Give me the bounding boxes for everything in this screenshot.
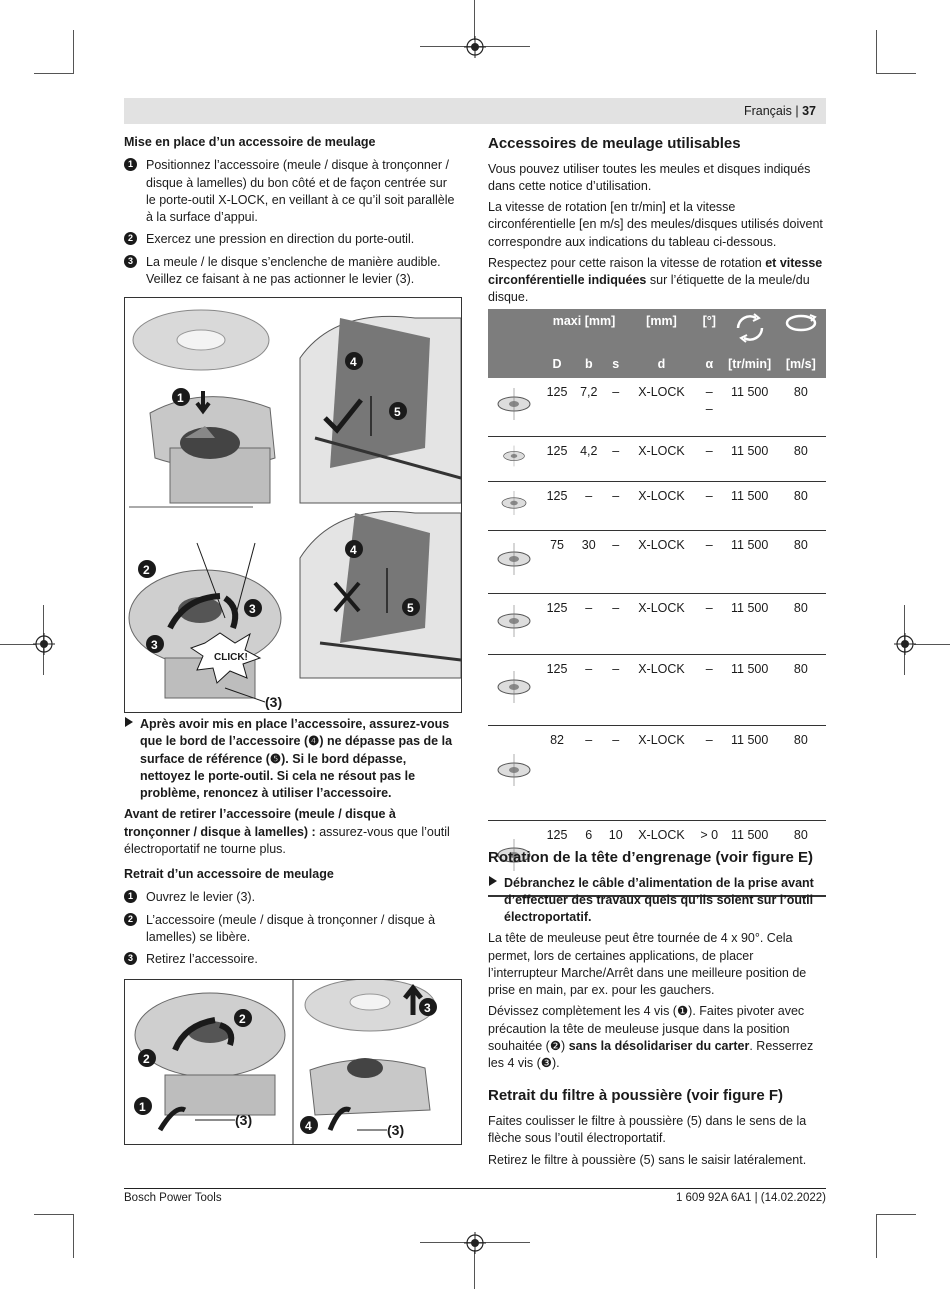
before-remove-text: assurez-vous que l’outil électroportatif ne tourne plus.	[124, 824, 450, 856]
crop-mark	[474, 0, 475, 40]
crop-mark	[73, 1214, 74, 1258]
table-cell: 4,2	[574, 436, 603, 481]
step-number: 1	[124, 890, 137, 903]
table-row	[488, 654, 826, 725]
table-cell: –	[695, 436, 724, 481]
accessory-diagram-icon	[488, 481, 540, 530]
page-number: 37	[802, 104, 816, 118]
table-cell: –	[574, 654, 603, 725]
crop-mark	[73, 30, 74, 74]
text-part: Respectez pour cette raison la vitesse de rotation	[488, 255, 766, 270]
accessory-diagram-icon	[488, 436, 540, 481]
table-cell: 30	[574, 530, 603, 593]
step-text: Ouvrez le levier (3).	[146, 890, 256, 905]
table-cell: 11 500	[724, 725, 776, 820]
table-cell: X-LOCK	[628, 820, 695, 896]
accessory-diagram-icon	[488, 725, 540, 820]
table-cell: 80	[776, 481, 826, 530]
text-part: . Resserrez les 4 vis (❸).	[488, 1038, 814, 1071]
crop-mark	[876, 30, 877, 74]
table-cell: 125	[540, 654, 574, 725]
table-cell: –	[695, 593, 724, 654]
accessory-diagram-icon	[488, 593, 540, 654]
column-header: [m/s]	[776, 352, 826, 377]
registration-mark-icon	[894, 633, 916, 655]
figure-label: 3	[151, 638, 158, 652]
step-text: Positionnez l’accessoire (meule / disque à tronçonner / disque à lamelles) du bon côté et de façon centrée sur le porte-outil X-LOCK, en veillant à ce qu’il soit parallèle à la surface d’appui.	[146, 158, 455, 224]
footer-divider	[124, 1188, 826, 1189]
table-cell: 80	[776, 820, 826, 896]
figure-label: 1	[177, 391, 184, 405]
crop-mark	[0, 644, 36, 645]
figure-label: 3	[424, 1001, 431, 1015]
column-header: D	[540, 352, 574, 377]
text-bold: sans la désolidariser du carter	[568, 1038, 750, 1053]
table-cell: 10	[603, 820, 628, 896]
figure-label: 2	[143, 563, 150, 577]
accessory-diagram-icon	[488, 378, 540, 437]
step-number: 2	[124, 232, 137, 245]
table-cell: 125	[540, 378, 574, 437]
figure-label: 4	[305, 1119, 312, 1133]
table-cell: 125	[540, 481, 574, 530]
lever-label: (3)	[387, 1122, 405, 1138]
table-cell: 11 500	[724, 481, 776, 530]
table-cell: 75	[540, 530, 574, 593]
text-part: sur l’étiquette de la meule/du disque.	[488, 273, 810, 305]
removal-illustration	[125, 980, 461, 1144]
table-cell: 80	[776, 436, 826, 481]
figure-label: 5	[407, 601, 414, 615]
removal-figure	[124, 979, 462, 1145]
warning-text: Après avoir mis en place l’accessoire, assurez-vous que le bord de l’accessoire (❹) ne dépasse pas de la surface de référence (❺). Si le bord dépasse, nettoyez le porte-outil. Si cela ne résout pas le problème, renoncez à utiliser l’accessoire.	[140, 717, 453, 800]
crop-mark	[474, 1250, 475, 1289]
mounting-illustration	[125, 298, 461, 712]
column-header: [tr/min]	[724, 352, 776, 377]
column-header: d	[628, 352, 695, 377]
table-cell: 6	[574, 820, 603, 896]
column-header: b	[574, 352, 603, 377]
table-cell: 7,2	[574, 378, 603, 437]
remove-step	[124, 889, 460, 906]
step-text: Retirez l’accessoire.	[146, 952, 258, 966]
figure-label: 3	[249, 602, 256, 616]
figure-label: 2	[143, 1052, 150, 1066]
mount-step	[124, 254, 460, 289]
mounting-figure	[124, 297, 462, 713]
table-cell: –	[695, 725, 724, 820]
table-cell: 11 500	[724, 436, 776, 481]
mount-step	[124, 157, 460, 226]
table-cell: 80	[776, 725, 826, 820]
left-column	[124, 134, 460, 293]
table-cell: –	[574, 481, 603, 530]
filter-paragraph: Retirez le filtre à poussière (5) sans le saisir latéralement.	[488, 1152, 807, 1167]
table-cell: –	[695, 530, 724, 593]
step-number: 1	[124, 158, 137, 171]
table-cell: –	[603, 481, 628, 530]
accessory-diagram-icon	[488, 654, 540, 725]
table-cell: –	[603, 378, 628, 437]
table-cell: 80	[776, 530, 826, 593]
rotation-paragraph: La tête de meuleuse peut être tournée de 4 x 90°. Cela permet, lors de certaines applications, de placer l’interrupteur Marche/Arrêt dans une meilleure position de prise en main, par ex. pour les gauchers.	[488, 931, 807, 998]
table-cell: 125	[540, 436, 574, 481]
crop-mark	[876, 1214, 877, 1258]
table-cell: –	[574, 593, 603, 654]
table-row	[488, 436, 826, 481]
table-cell: X-LOCK	[628, 593, 695, 654]
figure-label: 4	[350, 355, 357, 369]
step-text: Exercez une pression en direction du porte-outil.	[146, 232, 415, 247]
table-cell: –	[603, 593, 628, 654]
table-cell: 11 500	[724, 530, 776, 593]
table-cell: X-LOCK	[628, 436, 695, 481]
crop-mark	[34, 73, 74, 74]
figure-label: 4	[350, 543, 357, 557]
table-cell: X-LOCK	[628, 378, 695, 437]
lever-label: (3)	[235, 1112, 253, 1128]
table-cell: –	[603, 530, 628, 593]
table-cell: 82	[540, 725, 574, 820]
header-label: Français | 37	[743, 104, 816, 118]
table-row	[488, 378, 826, 437]
column-header: maxi [mm]	[540, 309, 628, 352]
registration-mark-icon	[464, 36, 486, 58]
crop-mark	[876, 1214, 916, 1215]
table-cell: X-LOCK	[628, 654, 695, 725]
remove-step	[124, 912, 460, 947]
filter-paragraph: Faites coulisser le filtre à poussière (5) dans le sens de la flèche sous l’outil électroportatif.	[488, 1114, 807, 1146]
header-language: Français	[743, 104, 792, 118]
column-header: s	[603, 352, 628, 377]
table-cell: 125	[540, 593, 574, 654]
table-cell: 80	[776, 378, 826, 437]
accessories-table	[488, 309, 826, 897]
left-column-lower	[124, 716, 460, 973]
table-cell: –	[695, 654, 724, 725]
remove-heading: Retrait d’un accessoire de meulage	[124, 867, 334, 881]
rotation-heading: Rotation de la tête d’engrenage (voir figure E)	[488, 849, 814, 866]
figure-label: 2	[239, 1012, 246, 1026]
text-bold: et vitesse circonférentielle indiquées	[488, 255, 823, 288]
before-remove-paragraph	[124, 806, 460, 858]
table-cell: 11 500	[724, 820, 776, 896]
table-row	[488, 530, 826, 593]
page-header	[124, 98, 826, 124]
registration-mark-icon	[464, 1232, 486, 1254]
accessories-paragraph: Vous pouvez utiliser toutes les meules et disques indiqués dans cette notice d’utilisation.	[488, 161, 811, 193]
warning-notice	[488, 875, 826, 927]
right-column-lower	[488, 848, 826, 1173]
table-row	[488, 725, 826, 820]
table-row	[488, 593, 826, 654]
registration-mark-icon	[33, 633, 55, 655]
column-header: [mm]	[628, 309, 695, 352]
table-cell: 80	[776, 654, 826, 725]
table-cell: –	[695, 481, 724, 530]
table-row	[488, 481, 826, 530]
figure-label: 1	[139, 1100, 146, 1114]
lever-label: (3)	[265, 694, 283, 710]
remove-step	[124, 951, 460, 968]
right-column	[488, 134, 826, 311]
table-header-row	[488, 352, 826, 377]
mount-step	[124, 231, 460, 248]
step-number: 3	[124, 255, 137, 268]
accessories-heading: Accessoires de meulage utilisables	[488, 135, 741, 152]
text-part: Dévissez complètement les 4 vis (❶). Faites pivoter avec précaution la tête de meuleuse jusque dans la position souhaitée (❷)	[488, 1004, 805, 1053]
step-number: 2	[124, 913, 137, 926]
table-cell: 11 500	[724, 654, 776, 725]
circumference-icon	[776, 309, 826, 352]
footer-docnumber: 1 609 92A 6A1 | (14.02.2022)	[675, 1192, 826, 1204]
figure-label: 5	[394, 405, 401, 419]
before-remove-bold: Avant de retirer l’accessoire (meule / disque à tronçonner / disque à lamelles) :	[124, 807, 396, 839]
table-cell: –	[603, 725, 628, 820]
rotation-icon	[724, 309, 776, 352]
table-cell: X-LOCK	[628, 725, 695, 820]
accessories-paragraph: La vitesse de rotation [en tr/min] et la vitesse circonférentielle [en m/s] des meules/disques utilisés doivent correspondre aux indications du tableau ci-dessous.	[488, 200, 823, 249]
step-text: La meule / le disque s’enclenche de manière audible. Veillez ce faisant à ne pas actionner le levier (3).	[146, 254, 441, 286]
table-cell: –	[574, 725, 603, 820]
table-cell: – –	[695, 378, 724, 437]
table-cell: > 0	[695, 820, 724, 896]
table-cell: –	[603, 654, 628, 725]
table-cell: 80	[776, 593, 826, 654]
rotation-paragraph	[488, 1003, 826, 1072]
table-cell: 11 500	[724, 593, 776, 654]
step-number: 3	[124, 952, 137, 965]
crop-mark	[34, 1214, 74, 1215]
footer-brand: Bosch Power Tools	[124, 1192, 222, 1204]
triangle-bullet-icon	[124, 716, 134, 728]
table-cell: X-LOCK	[628, 481, 695, 530]
column-header: [°]	[695, 309, 724, 352]
step-text: L’accessoire (meule / disque à tronçonner / disque à lamelles) se libère.	[146, 912, 436, 944]
warning-notice	[124, 716, 460, 802]
accessory-diagram-icon	[488, 530, 540, 593]
crop-mark	[876, 73, 916, 74]
triangle-bullet-icon	[488, 875, 498, 887]
warning-text: Débranchez le câble d’alimentation de la prise avant d’effectuer des travaux quels qu’ils soient sur l’outil électroportatif.	[504, 875, 814, 925]
accessories-paragraph	[488, 255, 826, 307]
table-cell: 11 500	[724, 378, 776, 437]
click-label: CLICK!	[214, 652, 248, 663]
column-header: α	[695, 352, 724, 377]
table-header-row	[488, 309, 826, 352]
mount-heading: Mise en place d’un accessoire de meulage	[124, 135, 376, 149]
crop-mark	[914, 644, 950, 645]
table-cell: X-LOCK	[628, 530, 695, 593]
table-cell: 125	[540, 820, 574, 896]
filter-heading: Retrait du filtre à poussière (voir figure F)	[488, 1087, 784, 1105]
table-cell: –	[603, 436, 628, 481]
